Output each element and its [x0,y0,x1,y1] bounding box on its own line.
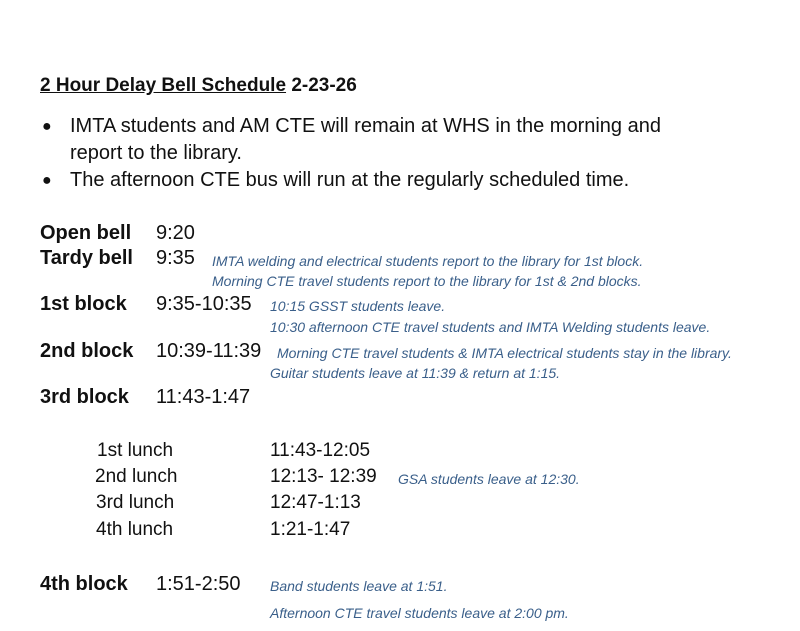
block4-time: 1:51-2:50 [156,573,241,595]
bullet-item [42,167,661,194]
block2-note: Morning CTE travel students & IMTA electrical students stay in the library. [277,345,732,361]
tardy-bell-label: Tardy bell [40,247,133,269]
block1-note: 10:15 GSST students leave. [270,298,446,314]
title-text: 2 Hour Delay Bell Schedule [40,75,287,96]
lunch2-note: GSA students leave at 12:30. [398,471,580,487]
bullet-text: IMTA students and AM CTE will remain at WHS in the morning and [70,115,661,137]
block2-label: 2nd block [40,340,134,362]
lunch4-time: 1:21-1:47 [270,519,351,540]
block2-note: Guitar students leave at 11:39 & return at 1:15. [270,365,561,381]
block1-time: 9:35-10:35 [156,293,252,315]
bullet-text-cont: report to the library. [70,142,242,164]
bullet-icon: ● [42,118,52,135]
tardy-bell-time: 9:35 [156,247,195,269]
title-date: 2-23-26 [291,75,357,96]
bullet-text: The afternoon CTE bus will run at the regularly scheduled time. [70,169,630,191]
lunch2-label: 2nd lunch [95,466,178,487]
lunch1-time: 11:43-12:05 [270,440,371,461]
lunch3-label: 3rd lunch [96,492,175,513]
lunch4-label: 4th lunch [96,519,174,540]
block4-note: Band students leave at 1:51. [270,578,448,594]
bullet-item [42,113,661,167]
block2-time: 10:39-11:39 [156,340,262,362]
lunch1-label: 1st lunch [97,440,174,461]
page-title [40,75,357,97]
bullet-list [42,113,661,194]
bullet-icon: ● [42,172,52,189]
tardy-note: Morning CTE travel students report to the library for 1st & 2nd blocks. [212,273,642,289]
block1-note: 10:30 afternoon CTE travel students and IMTA Welding students leave. [270,319,711,335]
lunch3-time: 12:47-1:13 [270,492,361,513]
open-bell-time: 9:20 [156,222,195,244]
block4-label: 4th block [40,573,128,595]
block3-time: 11:43-1:47 [156,386,251,408]
block3-label: 3rd block [40,386,129,408]
lunch2-time: 12:13- 12:39 [270,466,377,487]
tardy-note: IMTA welding and electrical students report to the library for 1st block. [212,253,644,269]
block1-label: 1st block [40,293,127,315]
open-bell-label: Open bell [40,222,132,244]
block4-note: Afternoon CTE travel students leave at 2:00 pm. [270,605,569,621]
